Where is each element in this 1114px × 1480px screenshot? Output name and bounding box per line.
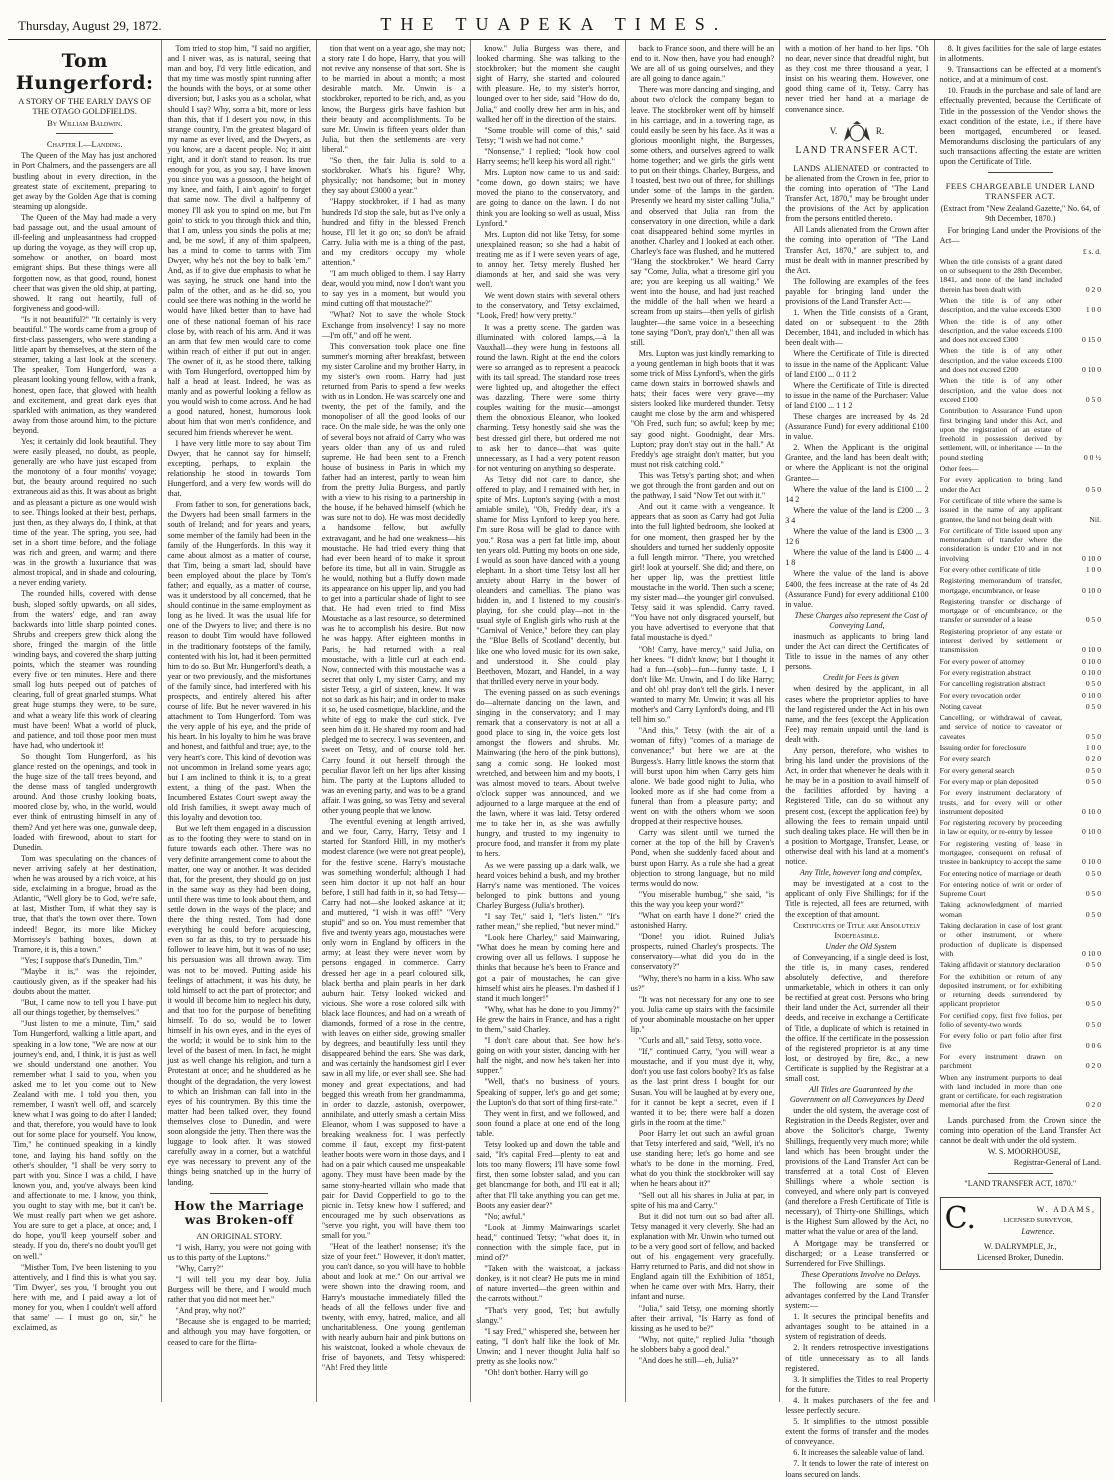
fee-item: For entering notice of writ or order of Supreme Court	[939, 879, 1062, 899]
fee-row	[940, 972, 1101, 1011]
column-7	[935, 40, 1106, 1402]
paragraph: 9. Transactions can be effected at a moment's notice, and at a minimum of cost.	[939, 65, 1101, 85]
paragraph: "I will tell you my dear boy. Julia Burgess will be there, and I would much rather that you did not meet her."	[167, 1274, 311, 1305]
paragraph: "Some trouble will come of this," said Tetsy; "I wish we had not come."	[476, 125, 620, 145]
fee-row	[940, 869, 1101, 880]
fee-row	[940, 668, 1101, 679]
story-title: Tom Hungerford:	[15, 50, 154, 94]
paragraph: "Curls and all," said Tetsy, sotto voce.	[638, 1036, 762, 1046]
newspaper-title: THE TUAPEKA TIMES.	[380, 14, 728, 34]
fee-amount: 0 5 0	[1085, 909, 1101, 919]
paragraph: "Maybe it is," was the rejoinder, cautiously given, as if the speaker had his doubts about the matter.	[13, 966, 157, 997]
paragraph: "I don't care about that. See how he's going on with your sister, dancing with her half the night, and now he's taken her into supper."	[476, 1036, 620, 1076]
paragraph: "Just listen to me a minute, Tim," said Tom Hungerford, walking a little apart, and speaking in a low tone, "We are now at our journey's end, and, I think, it is just as well we should understand one another. You remember what I said to you, when you asked me to let you come out to New Zealand with me. I told you then, you remember, I wasn't well off, and scarcely knew what I was going to do after I landed; and that, therefore, you would have to look out for some place for yourself. You know, Tim," he continued speaking in a kindly tone, and laying his hand softly on the other's shoulder, "I shall be very sorry to part with you. Since I was a child, I have known you, and, you've always been kind and affectionate to me. I know, you think, you ought to stay with me, but it can't be. We must really part when we get ashore. You are sure to get a place, at once; and, I do hope, you'll keep yourself sober and steady. If you do, there's no doubt you'll get on well."	[13, 1019, 157, 1261]
fee-item: For every other certificate of title	[939, 564, 1041, 574]
story-ending: with a motion of her hand to her lips. "Oh no dear, never since that dreadful night, but as they cost me three thousand a year, I insist on his wearing them. However, one good thing came of it, Tetsy. Carry has never tried her hand at a mariage de convenance since.	[785, 44, 929, 114]
ad-initial: C.	[944, 1201, 977, 1237]
notice-caps: Certificates of Title are Absolutely Indefeasible.	[793, 920, 921, 940]
paragraph: "But, I came now to tell you I have put all our things together, by themselves."	[13, 998, 157, 1018]
paragraph: "Well, that's no business of yours. Speaking of supper, let's go and get some; the Lupton's do that sort of thing first-rate."	[476, 1077, 620, 1107]
fee-amount: 0 10 0	[1082, 645, 1101, 655]
coat-of-arms-icon	[840, 121, 874, 143]
story-text-col4	[476, 44, 619, 1378]
fee-item: Other fees—	[939, 464, 979, 474]
fee-amount: 0 2 0	[1085, 1100, 1101, 1110]
notice-text	[785, 164, 928, 610]
paragraph: "Heat of the leather! nonsense; it's the size of your feet." However, it don't matter, you can't dance, so you will have to hobble about and look at me." On our arrival we were shown into the drawing room, and Harry's moustache immediately filled the heads of all the fellows under five and twenty, with envy, hatred, malice, and all uncharitableness. One young gentleman with nearly auburn hair and pink buttons on his waistcoat, looked a whole chevaux de frise of bayonets, and Tetsy whispered: "Ah! Fred they little	[321, 1242, 466, 1373]
signature-title: Registrar-General of Land.	[1013, 1158, 1101, 1168]
paragraph: "Why, there's no harm in a kiss. Who saw us?"	[630, 973, 775, 993]
paragraph: But it did not turn out so bad after all. Tetsy managed it very cleverly. She had an explanation with Mr. Unwin who turned out to be a very good sort of fellow, and backed out of his engagement very gracefully. Harry returned to Paris, and did not show in England again till the Exhibition of 1851, when he came over with Mrs. Harry, their infant and nurse.	[630, 1211, 775, 1302]
paragraph: 8. It gives facilities for the sale of large estates in allotments.	[939, 44, 1101, 64]
paragraph: Yes; it certainly did look beautiful. They were easily pleased, no doubt, as people, generally are who have just escaped from the monotony of a four months' voyage; but, the beauty around required no such extraneous aid as this. It was about as bright and as pleasant a picture as one would wish to see. Things looked at their best, perhaps, just then, as they always do, I think, at that time of the year. The spring, you see, had set in a short time before, and the foliage was rich and green, and warm; and there was in the growth a luxuriance that was almost tropical, and in shade and colouring, a never ending variety.	[13, 437, 157, 588]
notice-text-d	[785, 879, 928, 919]
paragraph: We went down stairs with several others to the conservatory, and Tetsy exclaimed, "Look, Fred! how very pretty."	[476, 291, 620, 321]
fee-row	[940, 526, 1101, 565]
paragraph: This conversation took place one fine summer's morning after breakfast, between my sister Caroline and my brother Harry, in my sister's own room. Harry had just returned from Paris to spend a few weeks with us in London. He was scarcely one and twenty, the pet of the family, and the monopoliser of all the good looks of our race. On the male side, he was the only one of several boys not afraid of Carry who was years older than any of us and ruled supreme. He had been sent to a French house of business in Paris in which my father had an interest, partly to wean him from the pretty Julia Burgess, and partly with a view to his rising to a partnership in the house, if he behaved himself (which he was sure not to do). He was most decidedly a handsome fellow, but awfully extravagant, and he had one weakness—his moustache. He had tried every thing that had ever been heard of to make it sprout before its time, but all in vain. Struggle as he would, nothing but a fluffy down made its appearance on his upper lip, and you had to get into a particular shade of light to see that. He had even tried to find Miss Moustache as a last resource, so determined was he to accomplish his desire. But now he was happy. After eighteen months in Paris, he had returned with a real moustache, with a little curl at each end. Now, connected with this moustache was a secret that only I, my sister Carry, and my sister Tetsy, a girl of sixteen, knew. It was not so dark as his hair; and in order to make it so, he used cosmetique, blackline, and the white of egg to make the curl stick. I've seen him do it. He shared my room and had pledged me to secrecy. I was seventeen, and sweet on Tetsy, and of course told her. Carry found it out herself through the peculiar flavor left on her lips after kissing him. The party at the Luptons alluded to was an evening party, and was to be a grand affair. I was going, so was Tetsy and several other young people that we know.	[321, 341, 466, 816]
paragraph: "What? Not to save the whole Stock Exchange from insolvency! I say no more—I'm off," and off he went.	[321, 310, 466, 340]
fee-row	[940, 960, 1101, 971]
paragraph: under the old system, the average cost of Registration in the Deeds Register, over and above the Solicitor's charge, Twenty Shillings, frequently very much more; while land which has been brought under the provisions of the Land Transfer Act can be transferred at a total Cost of Eleven Shillings where a whole section is conveyed, and where only part is conveyed (and therefore a Fresh Certificate of Title is necessary), of Thirty-one Shillings, which is the Highest Sum allowed by the Act, no matter what the value or area of the land.	[785, 1106, 929, 1237]
paragraph: "Why, not quite," replied Julia "though he slobbers baby a good deal."	[630, 1334, 775, 1354]
paragraph: This was Tetsy's parting shot; and when we got through the front garden and out on the pathway, I said "Now Tet out with it."	[630, 470, 775, 501]
paragraph: So thought Tom Hungerford, as his glance rested on the openings, and took in the huge size of the tall trees beyond, and the dense mass of tangled undergrowth around. And those crushy looking boats, moored close by, who, in the world, would ever think of entrusting himself in any of them? And yet here was one, gunwale deep, loaded with firewood, about to start for Dunedin.	[13, 751, 157, 852]
fee-amount: 0 0 ½	[1083, 452, 1101, 462]
paragraph: From father to son, for generations back, the Dwyers had been small farmers in the south of Ireland; and for years and years, some member of the family had been in the family of the Hungerfords. In this way it came about almost as a matter of course, that Tim, being a smart lad, should have been employed about the place by Tom's father; and equally, as a matter of course, was it understood by all concerned, that he should continue in the same employment as long as he lived. It was the usual life for one of the Dwyers to live; and there is no reason to doubt Tim would have followed in the traditionary footsteps of the family, contented with his lot, had it been permitted him to do so. But Mr. Hungerford's death, a year or two previously, and the misfortunes of the family since, had interfered with his prospects, and entirely altered his after course of life. But he never wavered in his attachment to Tom Hungerford. Tom was the very apple of his eye, and the pride of his heart. In his loyalty to him he was brave and honest, and faithful and true; aye, to the very heart's core. This kind of devotion was not uncommon in Ireland some years ago; but I am inclined to think it is, to a great extent, a thing of the past. When the Incumbered Estates Court swept away the old Irish families, it swept away much of this loyalty and devotion too.	[167, 500, 311, 823]
paragraph: They went in first, and we followed, and soon found a place at one end of the long table.	[476, 1108, 620, 1138]
paragraph: 3. It simplifies the Titles to real Property for the future.	[785, 1374, 929, 1394]
fee-amount: 0 5 0	[1085, 731, 1101, 741]
fee-row	[940, 839, 1101, 869]
notice-italic-5: All Titles are Guaranteed by the Government on all Conveyances by Deed	[789, 1085, 924, 1105]
fee-item: For certificate of title where the same is issued in the name of any applicant grantee, the land not being dealt with	[939, 495, 1062, 524]
paragraph: "Yes; I suppose that's Dunedin, Tim."	[21, 955, 143, 965]
fee-row	[940, 777, 1101, 788]
fee-item: Cancelling, or withdrawal of caveat, and service of notice to caveator or caveates	[939, 713, 1062, 741]
paragraph: Where the value of the land is £300 ... 3 12 6	[785, 527, 929, 547]
fee-item: For every application to bring land under the Act	[939, 475, 1062, 494]
fee-row	[940, 1011, 1101, 1032]
fee-amount: 0 10 0	[1082, 553, 1101, 563]
paragraph: The following are examples of the fees payable for bringing land under the provisions of the Land Transfer Act:—	[785, 276, 929, 306]
fee-row	[940, 921, 1101, 960]
fee-amount: 0 5 0	[1085, 615, 1101, 625]
fee-amount	[1062, 464, 1101, 475]
fee-item: When the title is of any other description, and the value does not exceed £100	[939, 376, 1062, 404]
paragraph: "That's very good, Tet; but awfully slangy."	[476, 1305, 620, 1325]
paragraph: 2. It renders retrospective investigations of title unnecessary as to all lands registered.	[785, 1343, 929, 1373]
fee-amount: 0 5 0	[1085, 868, 1101, 878]
notice-text-e	[785, 953, 928, 1084]
fee-amount: 0 5 0	[1085, 679, 1101, 689]
paragraph: "Oh! don't bother. Harry will go	[484, 1368, 588, 1378]
paragraph: "Oh! Carry, have mercy," said Julia, on her knees. "I didn't know; but I thought it had a fun—(sob)—fun—funny taste. I, I don't like Mr. Unwin, and I do like Harry; and oh! oh! pray don't tell the girls. I never wanted to marry Mr. Unwin; it was all his mother's and Carry Lynford's doing, and I'll tell him so."	[630, 644, 775, 725]
fee-row	[940, 713, 1101, 743]
notice-text-col7	[940, 44, 1101, 167]
fee-row	[940, 576, 1101, 597]
paragraph: "It was not necessary for any one to see you. Julia came up stairs with the facsimile of your abominable moustache on her upper lip."	[630, 994, 775, 1034]
paragraph: These charges are increased by 4s 2d (Assurance Fund) for every additional £100 in value.	[785, 412, 929, 442]
fee-item: When the title consists of a grant dated on or subsequent to the 28th December, 1841, and none of the land included therein has been dealt with	[939, 256, 1062, 294]
second-story-title: How the Marriage was Broken-off	[174, 1198, 305, 1227]
paragraph: "I am much obliged to them. I say Harry dear, would you mind, now I don't want you to say yes in a moment, but would you mind cutting off that moustache?"	[321, 269, 466, 309]
notice-text-f	[785, 1106, 928, 1269]
paragraph: "Misther Tom, I've been listening to you attentively, and I find this is what you say. 'Tim Dwyer', ses you, 'I brought you out here with me, and I paid away a lot of money for you, when I couldn't well afford that same' — I must go on, sir," he exclaimed, as	[13, 1262, 157, 1333]
fee-amount: 0 5 0	[1085, 999, 1101, 1009]
crest-letter-right: R.	[875, 125, 885, 136]
column-4	[471, 40, 625, 1402]
paragraph: 2. When the Applicant is the original Grantee, and the land has been dealt with; or where the Applicant is not the original Grantee—	[785, 443, 929, 483]
fee-amount: 0 15 0	[1082, 335, 1101, 345]
fee-item: When any instrument purports to deal with land included in more than one grant or certificate, for each registration memorial after the first	[939, 1072, 1062, 1110]
paragraph: "You miserable humbug," she said, "is this the way you keep your word?"	[630, 889, 775, 909]
fee-amount: 1 0 0	[1085, 305, 1101, 315]
paragraph: But we left them engaged in a discussion as to the footing they were to stand on in future towards each other. There was no very definite arrangement come to about the matter, one way or another. It was decided that, for the present, they should go on just in the same way as they had been doing, until there was time to look about them, and settle down in the ways of the place; and there the thing rested. Tom had done everything he could before acquiescing, even so far as this, to try to persuade his follower to leave him, but it was of no use; his persuasion was all thrown away. Tim was not to be moved. Putting aside his feelings of attachment, it was his duty, he told himself to act the part of protector; and it would ill become him to neglect his duty, and that too for the purpose of benefiting himself. To do so, would be to lower himself in his own eyes, and in the eyes of the world; it would be to sink him to the level of the basest of men. In fact, he might just as well change his religion, and turn a Protestant at once; and he shuddered as he thought of the degradation, the very lowest to which an Irishman can fall into in the eyes of his countrymen. By this time the matter had been talked over, they found themselves close to Dunedin, and were soon alongside the jetty. Then there was the luggage to look after. It was stowed carefully away in a corner, but a watchful eye was necessary to prevent any of the things being snatched up in the hurry of landing.	[167, 824, 311, 1187]
paragraph: Where the Certificate of Title is directed to issue in the name of the Applicant: Value of land £100 ... 0 11 2	[785, 349, 929, 379]
crest-letter-left: V.	[829, 125, 838, 136]
fee-amount: 0 5 0	[1085, 776, 1101, 786]
paragraph: "And does he still—eh, Julia?"	[638, 1356, 739, 1365]
ad-place: Lawrence.	[1021, 1227, 1055, 1237]
fee-row	[940, 880, 1101, 901]
fee-item: Registering memorandum of transfer, mortgage, encumbrance, or lease	[939, 576, 1062, 595]
paragraph: "Why, what has he done to you Jimmy?" He grew the hairs in France, and has a right to them," said Charley.	[476, 1004, 620, 1034]
fee-row	[940, 657, 1101, 668]
fee-item: For certificate of Title issued upon any memorandum of transfer where the consideration is under £10 and in not involving	[939, 525, 1062, 563]
paragraph: Where the Certificate of Title is directed to issue in the name of the Purchaser: Value of land £100 ... 1 1 2	[785, 380, 929, 410]
story-text-col5	[631, 44, 774, 1366]
paragraph: "Look here Charley," said Mainwaring, "What does he mean by coming here and crowing over all us fellows. I suppose he thinks that because he's been to France and got a pair of moustaches, he can give himself whist airs he pleases. I'm dashed if I stand it much longer!"	[476, 933, 620, 1003]
paragraph: Mrs. Lupton was just kindly remarking to a young gentleman in high boots that it was some trick of Miss Lynford's, when the girls came down stairs in borrowed shawls and hats; their faces were very grave—my sisters looked like murdered thunder. Tetsy caught me close by the arm and whispered "Oh Fred, such fun; so awful; keep by me; say good night. Goodnight, dear Mrs. Lupton; pray don't stay out in the hall." At Freddy's age straight don't matter, but you must not risk catching cold."	[630, 348, 775, 469]
fee-amount: 0 10 0	[1082, 948, 1101, 958]
fee-item: For entering notice of marriage or death	[939, 868, 1062, 878]
fee-amount: 1 0 0	[1085, 564, 1101, 574]
fee-item: For cancelling registration abstract	[939, 679, 1046, 689]
paragraph: "If," continued Carry, "you will wear a moustache, and if you must dye it, why, don't you use fast colors booby? It's as false as the last print dress I bought for our Susan. You will be laughed at by every one, for it cannot be kept a secret, even if I wanted it to be; there were half a dozen girls in the room at the time."	[630, 1047, 775, 1127]
fee-item: Taking acknowledgment of married woman	[939, 900, 1062, 919]
paragraph: The Queen of the May had made a very bad passage out, and the usual amount of ill-feeling and unpleasantness had cropped up during the voyage, as they will crop up, somehow or another, on board most emigrant ships. But these things were all forgotten now, as that good, round, honest cheer that was given the old ship, at parting, showed. It rang out heartily, full of forgiveness and good-will.	[13, 212, 157, 313]
fee-amount: 1 0 0	[1085, 743, 1101, 753]
issue-date: Thursday, August 29, 1872.	[18, 18, 162, 33]
fee-row	[940, 317, 1101, 347]
paragraph: 5. It simplifies to the utmost possible extent the forms of transfer and the modes of conveyance.	[785, 1417, 929, 1447]
fee-row	[940, 1031, 1101, 1052]
fee-item: Issuing order for foreclosure	[939, 743, 1027, 753]
paragraph: There was more dancing and singing, and about two o'clock the company began to leave. The stockbroker went off by himself in his carriage, and in a towering rage, as could easily be seen by his face. As it was a glorious moonlight night, the Burgesses, some others, and ourselves agreed to walk home together; and we girls the girls went to put on their things. Charley, Burgess, and I toasted, best two out of three, for shillings under some of the lamps in the garden. Presently we heard my sister calling "Julia," and observed that Julia ran from the conservatory in one direction, while a dark coat disappeared behind some myrtles in another. Charley and I looked at each other. Charley's face was flushed, and he muttered "Hang the stockbroker." We heard Carry say "Come, Julia, what a tiresome girl you are; you are keeping us all waiting." We went into the house, and had just reached the middle of the hall when we heard a scream from up stairs—then yells of girlish laughter—the same voice in a beseeching tone saying "Don't, pray don't," then all was still.	[630, 85, 775, 347]
paragraph: As we were passing up a dark walk, we heard voices behind a bush, and my brother Harry's name was mentioned. The voices belonged to pink buttons and young Charley Burgess (Julia's brother).	[476, 860, 620, 910]
paragraph: tion that went on a year ago, she may not; a story rate I do hope, Harry, that you will not revive any nonsense of that sort. She is to be married in about a month; a most desirable match. Mr. Unwin is a stockbroker, reported to be rich, and, as you know, the Burgess girls have fashion but their beauty and accomplishments. To be sure Mr. Unwin is fifteen years older than Julia, but then the settlements are very liberal."	[321, 44, 466, 154]
paragraph: 1. When the Title consists of a Grant, dated on or subsequent to the 28th December, 1841, and included in which has been dealt with—	[785, 308, 929, 348]
paragraph: "Taken with the waistcoat, a jackass donkey, is it not clear? He puts me in mind of nature inverted—the green within and the carrots without."	[476, 1264, 620, 1304]
fee-item: For every instrument drawn on parchment	[939, 1051, 1062, 1071]
fee-item: For every search	[939, 754, 991, 764]
fee-item: For every folio or part folio after first five	[939, 1031, 1062, 1050]
paragraph: 4. It makes purchasers of the fee and lessee perfectly secure.	[785, 1395, 929, 1415]
fee-item: When the title is of any other description, and the value exceeds £300	[939, 295, 1062, 315]
fee-row	[940, 376, 1101, 406]
notice-italic-6: These Operations Involve no Delays.	[801, 1269, 921, 1279]
fees-heading: FEES CHARGEABLE UNDER LAND TRANSFER ACT.	[945, 181, 1095, 202]
fee-row	[940, 702, 1101, 713]
fee-amount: 0 0 6	[1085, 1040, 1101, 1050]
paragraph: Where the value of the land is £100 ... 2 14 2	[785, 484, 929, 504]
fee-row	[940, 257, 1101, 296]
paragraph: of Conveyancing, if a single deed is lost, the title is, in many cases, rendered absolutely defective, and therefore unmarketable, which in others it can only be rectified at great cost. Persons who bring their land under the Act, surrender all their deeds, and receive in exchange a Certificate of Title, a duplicate of which is retained in the office. If the certificate in the possession of the registered proprietor is at any time lost, or destroyed by fire, &c., a new Certificate is supplied by the Registrar at a small cost.	[785, 952, 929, 1083]
story-text-col2	[167, 44, 310, 1188]
fees-source: (Extract from "New Zealand Gazette," No. 64, of 9th December, 1870.)	[940, 204, 1101, 224]
paragraph: The eventful evening at length arrived, and we four, Carry, Harry, Tetsy and I started for Stanford Hill, in my mother's modest clarence (we were not great people), for the festive scene. Harry's moustache was something wonderful; although I had seen him doctor it up not half an hour before, I still had faith in it, so had Tetsy—Carry had not—she looked askance at it; and muttered, "I wish it was off!" "Very stupid" and so on. You must remember that five and twenty years ago, moustaches were only worn in England by officers in the army; at least they were never worn by persons engaged in commerce. Carry dressed her age in a pearl coloured silk, black bertha and plain pearls in her dark auburn hair. Tetsy looked wicked and vicious. She wore a rose colored silk with black lace flounces, and had on a wreath of diamonds, formed of a rose in the centre, with leaves on either side, growing smaller by degrees, and beautifully less until they disappeared behind the ears. She was dark, and was certainly the handsomest girl I ever saw in all my life, or ever shall see. She had money and great expectations, and had begged this wreath from her grandmamma, in order to dazzle, astonish, overpower, annihilate, and utterly smash a certain Miss Eleanor, whom I was supposed to have a breaking weakness for. I was perfectly comme il faut, except my first-patent leather boots were worn in those days, and I had on a pair which caused me unspeakable agony. They must have been made by the same stony-hearted villain who made that pair for David Copperfield to go to the picnic in. Tetsy knew how I suffered, and encouraged me by such observations as "serve you right, you will have them too small for you."	[321, 817, 466, 1240]
paragraph: "Done! you idiot. Ruined Julia's prospects, ruined Charley's prospects. The conservatory—what did you do in the conservatory?"	[630, 932, 775, 972]
fee-item: For the exhibition or return of any deposited instrument, or for exhibiting or returning deeds surrendered by applicant proprietor	[939, 971, 1062, 1009]
fee-row	[940, 475, 1101, 496]
paragraph: may be investigated at a cost to the applicant of only Five Shillings; for if the Title is rejected, all fees are returned, with the exception of that amount.	[785, 879, 929, 919]
column-6	[780, 40, 934, 1479]
notice-italic-2: Credit for Fees is given	[822, 673, 899, 683]
divider	[988, 1173, 1053, 1174]
fees-intro: For bringing Land under the Provisions of the Act—	[939, 225, 1101, 245]
fee-row	[940, 496, 1101, 526]
paragraph: Where the value of the land is £200 ... 3 3 4	[785, 505, 929, 525]
notice-italic-4: Under the Old System	[825, 941, 897, 951]
fee-amount: 0 5 0	[1085, 960, 1101, 970]
fee-item: For every instrument declaratory of trusts, and for every will or other instrument deposited	[939, 788, 1062, 816]
paragraph: "No; awful."	[484, 1211, 526, 1221]
fee-amount: 0 5 0	[1085, 1020, 1101, 1030]
fee-row	[940, 627, 1101, 657]
paragraph: The evening passed on as such evenings do—alternate dancing on the lawn, and singing in the conservatory; and I may remark that a conservatory is not at all a good place to sing in, the voice gets lost amongst the flowers and shrubs. Mr. Mainwaring (the hero of the pink buttons), sang a comic song. He looked most wretched, and between him and my boots, I was almost moved to tears. About twelve o'clock supper was announced, and we adjourned to a large marquee at the end of the lawn, where it was laid. Tetsy ordered me to take her in, as she was awfully hungry, and trusted to my ingenuity to procure food, and transfer it from my plate to hers.	[476, 687, 620, 859]
fee-item: When the title is of any other description, and the value exceeds £100 and does not exceed £200	[939, 346, 1062, 375]
story-author: By William Baldwin.	[47, 118, 123, 129]
paragraph: And out it came with a vengeance. It appears that as soon as Carry had got Julia into the full lighted bedroom, she looked at for one moment, then grasped her by the shoulders and turned her suddenly opposite a full length mirror. "There, you wretched girl! look at yourself. She did; and there, on her upper lip, was the prettiest little moustache in the world. Then such a scene; my sister mad—the younger girl convulsed. Tetsy said it was splendid. Carry raved. "You have not only disgraced yourself, but you have advertised to everyone that that fatal moustache is dyed."	[630, 502, 775, 643]
fee-amount: Nil.	[1089, 514, 1101, 524]
paragraph: I have very little more to say about Tim Dwyer, that he cannot say for himself; excepting, perhaps, to explain the relationship he stood in towards Tom Hungerford, and a very few words will do that.	[167, 438, 311, 499]
paragraph: Tom tried to stop him, "I said no argifier, and I niver was, as is natural, seeing that man and boy, I'd very little edication, and that my time was mostly spint running after the hounds with the boys, or at some other diversion; but, I asks you as a scholar, what should I say? Why, sorra a bit, more or less than this, that if I desert you now, in this strange country, I'm the greatest blagard of my name as ever lived, and the Dwyers, as you know, are a dacent people. No; it aint right, and it don't stand to reason. Its true enough for you, as you say, I have known you since you was a gossoon, the height of my knee, and faith, I ain't agoin' to forget that same now. The divil a halfpenny of money I'll ask you to spind on me, but I'm goin' to stick to you through thick and thin, that I am, unless you sinds the polis at me; and, be me sowl, if any of thim spalpeen, has a mind to come to tarms with Tim Dwyer, why he's not the boy to balk 'em." And, as if to give due emphasis to what he was saying, he struck one hand into the palm of the other, and as he did so, you could see there was nothing in the world he would have liked better than to have had one of these national foeman of his race close by, with reach of his arm. And it was an arm that few men would care to come within reach of either if put out in anger. The owner of it, as he stood there, talking with Tom Hungerford, overtopped him by half a head at least. Indeed, he was as manly and as powerful looking a fellow as you would wish to come across. And he had a good natured, honest, humorous look about him that won men's confidence, and secured him friends wherever he went.	[167, 44, 311, 437]
divider	[988, 172, 1053, 173]
fee-item: Taking affidavit or statutory declaration	[939, 960, 1061, 970]
story-text-col3	[322, 44, 465, 1373]
fee-amount: 0 10 0	[1082, 690, 1101, 700]
fee-amount: 0 2 0	[1085, 284, 1101, 294]
notice-italic-1: These Charges also represent the Cost of Conveying Land,	[794, 610, 928, 630]
ad2-role: Licensed Broker, Dunedin.	[977, 1253, 1064, 1263]
fee-item: For every map or plan deposited	[939, 776, 1039, 786]
paragraph: Any person, therefore, who wishes to bring his land under the provisions of the Act, in order that whenever he deals with it he may be in a position to avail himself of the facilities afforded by having a Registered Title, can do so without any present cost, (except the application fee) by allowing the fees to remain unpaid until such dealing takes place. He will then be in a position to Mortgage, Transfer, Lease, or otherwise deal with his land at a moment's notice.	[785, 746, 929, 867]
fee-row	[940, 296, 1101, 317]
ad-role: LICENSED SURVEYOR,	[1003, 1217, 1073, 1225]
paragraph: The following are some of the advantages conferred by the Land Transfer system:—	[785, 1280, 929, 1311]
fee-row	[940, 818, 1101, 839]
fee-row	[940, 766, 1101, 777]
notice-italic-3: Any Title, however long and complex,	[799, 868, 922, 878]
fee-item: Taking declaration in case of lost grant or other instrument, or where production of duplicate is dispensed with	[939, 921, 1062, 958]
column-2	[162, 40, 316, 1402]
paragraph: 10. Frauds in the purchase and sale of land are effectually prevented, because the Certificate of Title in the possession of the Vendor shows the exact condition of the estate, i.e., if there have been mortgaged, encumbered or leased. Memorandums disclosing the particulars of any such transactions affecting the estate are written upon the Certificate of Title.	[939, 86, 1101, 167]
paragraph: "And this," Tetsy (with the air of a woman of fifty) "comes of a mariage de convenance;" but here we are at the Burgess's. Harry little knows the storm that will burst upon him when Carry gets him alone. We bade good night to Julia, who looked more as if she had come from a funeral than from a pleasure party; and went on with the others whom we soon dropped at their respective houses.	[630, 726, 775, 827]
fee-row	[940, 464, 1101, 475]
column-3	[317, 40, 471, 1402]
paragraph: "Is it not beautiful?" "It certainly is very beautiful." The words came from a group of first-class passengers, who were standing a little apart by themselves, at the stern of the steamer, taking a last look at the scenery. The speaker, Tom Hungerford, was a pleasant looking young fellow, with a frank, honest, open face, that glowed with health and excitement, and great dark eyes that sparkled with animation, as they wandered away from those around him, to the picture beyond.	[13, 314, 157, 435]
paragraph: "I say Tet," said I, "let's listen." "It's rather mean," she replied, "but never mind."	[476, 911, 620, 932]
royal-crest	[785, 121, 928, 143]
divider	[210, 1193, 267, 1194]
paragraph: Carry was silent until we turned the corner at the top of the hill by Craven's Pond, when she suddenly faced about and burst upon Harry. As a rule she had a great objection to strong language, but no mild terms would do now.	[630, 828, 775, 888]
fee-amount: 0 10 0	[1082, 857, 1101, 867]
paragraph: 6. It increases the saleable value of land.	[793, 1448, 925, 1458]
notice-text-b	[785, 632, 928, 672]
paragraph: Tom was speculating on the chances of never arriving safely at her destination, when he was aroused by a rich voice, at his side, exclaiming in a brogue, broad as the Atlantic, "Well glory be to God, we're safe, at last, Misther Tom, if what they say is true, that that's the town over there. Town indeed! Begor, its more like Mickey Morrissey's bathing boxes, down at Tramore, it is, this a town."	[13, 853, 157, 954]
fee-amount: 0 5 0	[1085, 484, 1101, 494]
fee-row	[940, 743, 1101, 754]
fee-row	[940, 788, 1101, 818]
paragraph: "Because she is engaged to be married; and although you may have forgotten, or ceased to care for the flirta-	[167, 1317, 311, 1347]
paragraph: It was a pretty scene. The garden was illuminated with colored lamps,—à la Vauxhall—they were hung in festoons all round the lawn. Right at the end the colors were so arranged as to represent a peacock with its tail spread. The standard rose trees were lighted up, and altogether the effect was dazzling. There were some thirty couples waiting for the music—amongst them the obnoxious Eleanor, who looked charming. Tetsy honestly said she was the best dressed girl there, but ordered me not to ask her to dance—that was quite unnecessary, as I had a very potent reason for not venturing on anything so desperate.	[476, 322, 620, 473]
paragraph: "I say Fred," whispered she, between her eating, "I don't half like the look of Mr. Unwin; and I never thought Julia half so pretty as she looks now."	[476, 1326, 620, 1366]
notice-title: LAND TRANSFER ACT.	[795, 144, 919, 156]
fee-amount: 0 10 0	[1082, 806, 1101, 816]
paragraph: 1. It secures the principal benefits and advantages sought to be attained in a system of registration of deeds.	[785, 1312, 929, 1342]
fee-row	[940, 1052, 1101, 1073]
paragraph: "Nonsense," I replied; "look how cool Harry seems; he'll keep his word all right."	[476, 146, 620, 167]
fee-item: Noting caveat	[939, 701, 983, 711]
paragraph: inasmuch as applicants to bring land under the Act can direct the Certificates of Title to issue in the names of any other persons.	[785, 631, 929, 672]
story-subtitle: A STORY OF THE EARLY DAYS OF THE OTAGO GOLDFIELDS.	[18, 96, 152, 117]
paragraph: The rounded hills, covered with dense bush, sloped softly upwards, on all sides, from the waters' edge, and ran away backwards into little sharp pointed cones. Shrubs and creepers grew thick along the shore, fringed the margin of the little winding bays, and covered the sharp jutting points, which the steamer was rounding every five or ten minutes. Here and there small log huts peeped out of patches of clearing, full of great gnarled stumps. What great huge stumps they were, to be sure, and what a weary life this work of clearing must have been! What a world of pluck, and patience, and toil those poor men must have had, who undertook it!	[13, 589, 157, 750]
fee-amount: 0 5 0	[1085, 701, 1101, 711]
fee-amount: 0 2 0	[1085, 754, 1101, 764]
paragraph: "I wish, Harry, you were not going with us to this party of the Luptons."	[167, 1242, 311, 1262]
closing-text: Lands purchased from the Crown since the coming into operation of the Land Transfer Act cannot be dealt with under the old system.	[939, 1115, 1101, 1145]
paragraph: Tetsy looked up and down the table and said, "It's capital Fred—plenty to eat and lots too many flowers; I'll have some fowl first, then some lobster salad, and you can get blancmange for both, and I'll eat it all; after that I'll take anything you can get me. Boots any easier dear?"	[476, 1140, 620, 1210]
paragraph: when desired by the applicant, in all cases where the proprietor applies to have the land registered under the Act in his own name, and the fees (except the Application Fee) may remain unpaid until the land is dealt with.	[785, 684, 929, 744]
paragraph: As Tetsy did not care to dance, she offered to play, and I remained with her, in spite of Mrs. Lupton's saying (with a most amiable smile), "Oh, Freddy dear, it's a shame for Miss Lynford to keep you here. I'm sure Rosa will be glad to dance with you." Rosa was a pert fat little imp, about ten years old. Putting my boots on one side, I would as soon have danced with a young elephant. In a short time Tetsy lost all her anxiety about Harry in the bower of oleanders and camellias. The piano was hidden in, and I listened to my cousin's playing, for she could play—not in the usual style of English girls who rush at the "Carnival of Venice," before they can play the "Blue Bells of Scotland" decently, but like one who loved music for its own sake, and understood it. She could play Beethoven, Mozart, and Handel, in a way that thrilled every nerve in your body.	[476, 474, 620, 686]
paragraph: back to France soon, and there will be an end to it. Now then, have you had enough? We are all of us going ourselves, and they are all going to dance again."	[630, 44, 775, 84]
fee-row	[940, 565, 1101, 576]
fee-item: For registering vesting of lease in mortgagee, consequent on refusal of trustee in bankruptcy to accept the same	[939, 838, 1062, 867]
fee-amount: 0 10 0	[1082, 827, 1101, 837]
signature-name: W. S. MOORHOUSE,	[987, 1147, 1061, 1156]
fee-row	[940, 900, 1101, 921]
fee-amount: 0 2 0	[1085, 1061, 1101, 1071]
second-story-text	[167, 1243, 310, 1348]
paragraph: "Why, Carry?"	[175, 1263, 224, 1273]
fee-item: For certified copy, first five folios, per folio of seventy-two words	[939, 1010, 1062, 1030]
paragraph: "And pray, why not?"	[175, 1306, 246, 1316]
paragraph: "Happy stockbroker, if I had as many hundreds I'd stop the sale, but as I've only a hundred and fifty in the blessed French house, I'll let it go on; so don't be afraid Carry. Julia with me is a thing of the past, and my creditors occupy my whole attention."	[321, 197, 466, 267]
paragraph: "Sell out all his shares in Julia at par, in spite of his ma and Carry."	[630, 1190, 775, 1210]
story-text-col1	[13, 151, 156, 1333]
fee-item: Contribution to Assurance Fund upon first bringing land under this Act, and upon the registration of an estate of freehold in possession derived by settlement, will, or inheritance — In the pound sterling	[939, 406, 1062, 462]
paragraph: know." Julia Burgess was there, and looked charming. She was talking to the stockbroker; but the moment she caught sight of Harry, she started and coloured with pleasure. He, to my sister's horror, lounged over to her side, said "How do do, Julia," and coolly drew her arm in his, and walked her off in the direction of the stairs.	[476, 44, 620, 124]
fee-amount: 0 10 0	[1082, 585, 1101, 595]
paragraph: "What on earth have I done?" cried the astonished Harry.	[630, 910, 775, 931]
ad2-name: W. DALRYMPLE, Jr.,	[984, 1242, 1057, 1252]
fee-row	[940, 754, 1101, 765]
fee-row	[940, 1073, 1101, 1112]
fee-row	[940, 691, 1101, 702]
paragraph: "So then, the fair Julia is sold to a stockbroker. What's his figure? Why, physically; not handsome; but in money they say about £3000 a year."	[321, 156, 466, 196]
second-story-subtitle: AN ORIGINAL STORY.	[196, 1230, 282, 1241]
paragraph: Where the value of the land is £400 ... 4 1 8	[785, 548, 929, 568]
fee-item: Registering proprietor of any estate or interest derived by settlement or transmission	[939, 626, 1062, 655]
paragraph: A Mortgage may be transferred or discharged; or a Lease transferred or Surrendered for Five Shillings.	[785, 1238, 929, 1268]
fee-item: For every registration abstract	[939, 667, 1031, 677]
paragraph: "Julia," said Tetsy, one morning shortly after their arrival, "Is Harry as fond of kissing as he used to be?"	[630, 1303, 775, 1333]
fee-amount: 0 10 0	[1082, 667, 1101, 677]
fee-amount: 0 5 0	[1085, 394, 1101, 404]
chapter-heading: Chapter I.—Landing.	[46, 139, 123, 150]
fee-item: For every power of attorney	[939, 656, 1025, 666]
paragraph: LANDS ALIENATED or contracted to be alienated from the Crown in fee, prior to the coming into operation of "The Land Transfer Act, 1870," may be brought under the provisions of the Act by application from the persons entitled thereto.	[785, 163, 929, 224]
paragraph: The Queen of the May has just anchored in Port Chalmers, and the passengers are all bustling about in every direction, in the greatest state of excitement, preparing to get away by the Golden Age that is coming steaming up alongside.	[13, 151, 157, 211]
fees-table	[940, 257, 1101, 1112]
ad-heading: "LAND TRANSFER ACT, 1870."	[964, 1179, 1077, 1189]
fee-item: When the title is of any other description, and the value exceeds £100 and does not exceed £300	[939, 316, 1062, 345]
currency-header: £ s. d.	[1082, 246, 1101, 256]
paragraph: Where the value of the land is above £400, the fees increase at the rate of 4s 2d (Assurance Fund) for every additional £100 in value.	[785, 569, 929, 609]
surveyor-advert	[940, 1197, 1101, 1270]
fee-row	[940, 406, 1101, 464]
paragraph: All Lands alienated from the Crown after the coming into operation of "The Land Transfer Act, 1870," are subject to, and must be dealt with in manner prescribed by the Act.	[785, 225, 929, 275]
fee-row	[940, 679, 1101, 690]
fee-item: Registering transfer or discharge of mortgage or of encumbrance, or the transfer or surrender of a lease	[939, 596, 1062, 625]
column-1	[8, 40, 162, 1402]
notice-text-g	[785, 1281, 928, 1480]
paragraph: Mrs. Lupton did not like Tetsy, for some unexplained reason; so she had a habit of treating me as if I were seven years of age, to annoy her. Tetsy merely flushed her diamonds at her, and said she was very well.	[476, 229, 620, 290]
fee-item: For every general search	[939, 765, 1015, 775]
fee-item: For every revocation order	[939, 690, 1021, 700]
fee-row	[940, 597, 1101, 627]
masthead	[8, 14, 1106, 40]
paragraph: Mrs. Lupton now came to us and said: "come down, go down stairs; we have moved the piano to the conservatory, and are going to dance on the lawn. I do not think you are looking so well as usual, Miss Lynford."	[476, 168, 620, 228]
notice-text-c	[785, 684, 928, 867]
paragraph: "Look at Jimmy Mainwarings scarlet head," continued Tetsy; "what does it, in connection with the simple face, put in mind of?"	[476, 1222, 620, 1263]
divider	[56, 133, 113, 134]
paragraph: Poor Harry let out such an awful groan that Tetsy interfered and said, "Well, it's no use standing here; let's go home and see what's to be done in the morning. Fred, what do you think the stockbroker will say when he hears about it?"	[630, 1128, 775, 1189]
fee-amount: 0 10 0	[1082, 656, 1101, 666]
fee-amount: 0 5 0	[1085, 889, 1101, 899]
fee-amount: 0 5 0	[1085, 765, 1101, 775]
column-5	[626, 40, 780, 1402]
fee-amount: 0 10 0	[1082, 365, 1101, 375]
fee-row	[940, 346, 1101, 376]
ad-name: W. ADAMS,	[1036, 1205, 1096, 1215]
fee-item: For registering recovery by proceeding in law or equity, or re-entry by lessee	[939, 818, 1062, 837]
columns	[8, 40, 1106, 1479]
paragraph: 7. It tends to lower the rate of interest on loans secured on lands.	[785, 1459, 929, 1479]
